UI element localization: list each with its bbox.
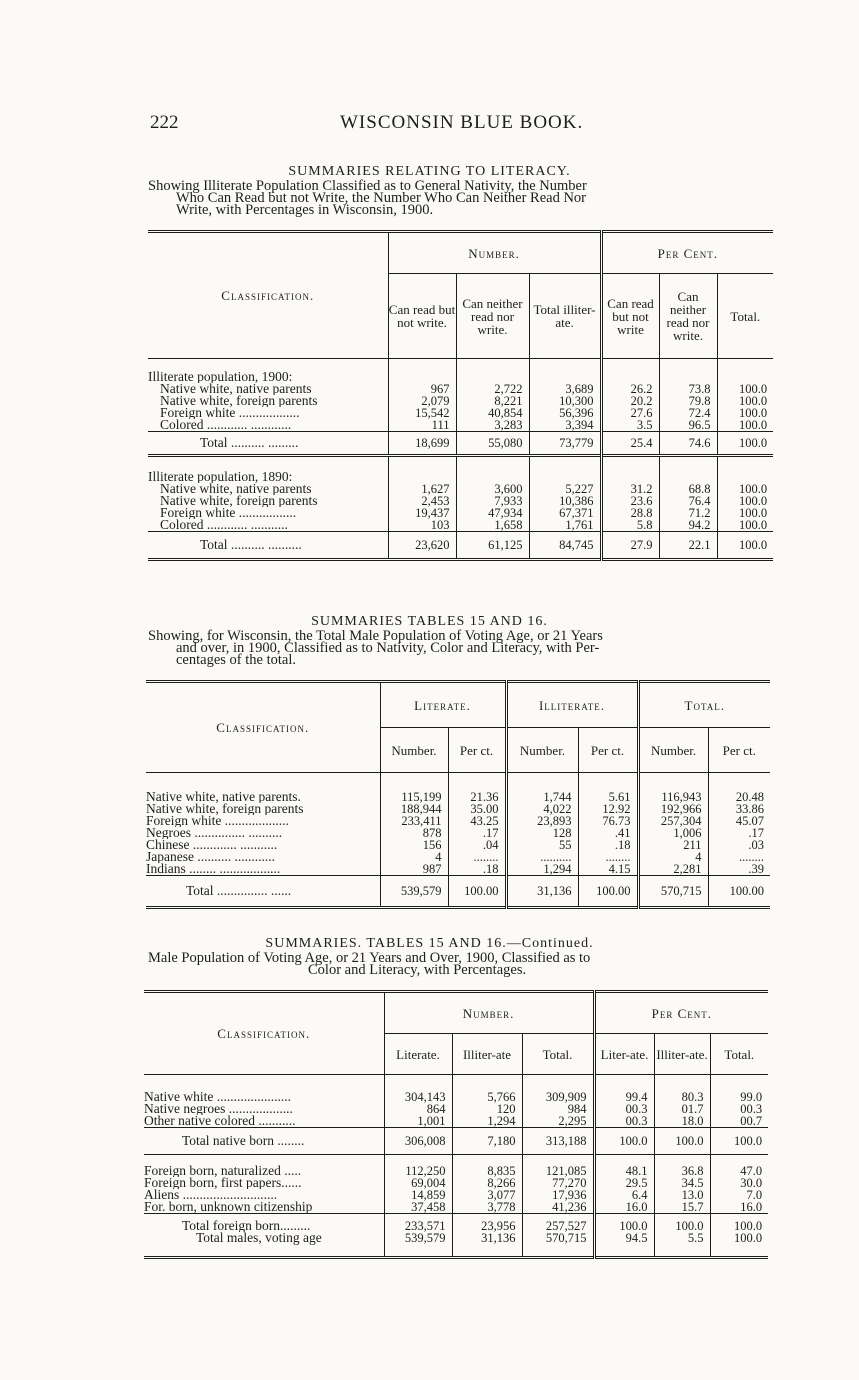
cell: 115,199 bbox=[380, 773, 448, 804]
cell: ........ bbox=[708, 851, 770, 863]
cell: ........ bbox=[448, 851, 506, 863]
cell: 47.0 bbox=[710, 1155, 768, 1178]
row-label: Total native born ........ bbox=[144, 1128, 384, 1155]
col-header: Per ct. bbox=[448, 728, 506, 773]
cell: 18.0 bbox=[654, 1115, 710, 1128]
subtitle-line: Showing, for Wisconsin, the Total Male Population of Voting Age, or 21 Years bbox=[148, 628, 603, 644]
cell: 100.00 bbox=[448, 876, 506, 908]
cell: .......... bbox=[506, 851, 578, 863]
subtitle-line: Who Can Read but not Write, the Number Who Can Neither Read Nor bbox=[176, 190, 587, 206]
cell: 3,394 bbox=[529, 419, 601, 432]
cell: 94.5 bbox=[594, 1232, 654, 1258]
cell: 12.92 bbox=[578, 803, 638, 815]
row-label: Native white, foreign parents bbox=[160, 495, 318, 507]
cell: 864 bbox=[384, 1103, 452, 1115]
group-illiterate-header: Illiterate. bbox=[506, 682, 638, 728]
cell: .03 bbox=[708, 839, 770, 851]
table2-body bbox=[146, 773, 770, 876]
cell: 304,143 bbox=[384, 1075, 452, 1104]
cell: 74.6 bbox=[659, 432, 717, 456]
cell: 112,250 bbox=[384, 1155, 452, 1178]
total-native-row bbox=[144, 1128, 768, 1155]
col-header: Illiter-ate bbox=[452, 1034, 522, 1075]
cell: 1,761 bbox=[529, 519, 601, 532]
cell: 31,136 bbox=[452, 1232, 522, 1258]
cell: 128 bbox=[506, 827, 578, 839]
classification-header: Classification. bbox=[217, 1026, 311, 1041]
group-number-header: Number. bbox=[384, 992, 594, 1034]
cell: 19,437 bbox=[388, 507, 456, 519]
col-header: Can neither read nor write. bbox=[659, 274, 717, 359]
cell: 8,221 bbox=[456, 395, 529, 407]
section-1900 bbox=[148, 359, 773, 432]
col-header: Can read but not write. bbox=[388, 274, 456, 359]
cell: 00.3 bbox=[710, 1103, 768, 1115]
cell: 2,453 bbox=[388, 495, 456, 507]
cell: 41,236 bbox=[522, 1201, 594, 1214]
col-header: Can read but not write bbox=[601, 274, 659, 359]
cell: .04 bbox=[448, 839, 506, 851]
cell: 29.5 bbox=[594, 1177, 654, 1189]
cell: 31.2 bbox=[601, 483, 659, 495]
cell: 7,933 bbox=[456, 495, 529, 507]
cell: 76.73 bbox=[578, 815, 638, 827]
cell: 21.36 bbox=[448, 773, 506, 804]
col-header: Number. bbox=[638, 728, 708, 773]
table-row bbox=[144, 1103, 768, 1115]
cell: 5.5 bbox=[654, 1232, 710, 1258]
cell: 13.0 bbox=[654, 1189, 710, 1201]
cell: 7.0 bbox=[710, 1189, 768, 1201]
cell: 100.0 bbox=[717, 395, 773, 407]
table-row bbox=[144, 1115, 768, 1128]
cell: 94.2 bbox=[659, 519, 717, 532]
row-label: Native white, foreign parents bbox=[160, 395, 318, 407]
cell: .18 bbox=[578, 839, 638, 851]
row-label: Total foreign born......... bbox=[144, 1214, 384, 1233]
subtitle-line: Color and Literacy, with Percentages. bbox=[308, 962, 527, 978]
cell: 211 bbox=[638, 839, 708, 851]
cell: 14,859 bbox=[384, 1189, 452, 1201]
table-row bbox=[148, 407, 773, 419]
cell: 1,658 bbox=[456, 519, 529, 532]
cell: 100.0 bbox=[710, 1214, 768, 1233]
cell: 309,909 bbox=[522, 1075, 594, 1104]
cell: 61,125 bbox=[456, 532, 529, 560]
cell: 5,766 bbox=[452, 1075, 522, 1104]
row-label: Native white, native parents bbox=[160, 383, 312, 395]
cell: 1,001 bbox=[384, 1115, 452, 1128]
cell: 99.4 bbox=[594, 1075, 654, 1104]
cell: 10,386 bbox=[529, 495, 601, 507]
cell: 100.0 bbox=[717, 407, 773, 419]
row-label: Chinese ............. ........... bbox=[146, 839, 278, 851]
row-label: Colored ............ ............ bbox=[160, 419, 292, 432]
cell: 8,835 bbox=[452, 1155, 522, 1178]
cell: 3.5 bbox=[601, 419, 659, 432]
cell: 188,944 bbox=[380, 803, 448, 815]
cell: 34.5 bbox=[654, 1177, 710, 1189]
cell: 18,699 bbox=[388, 432, 456, 456]
cell: 987 bbox=[380, 863, 448, 876]
cell: 878 bbox=[380, 827, 448, 839]
cell: .18 bbox=[448, 863, 506, 876]
cell: 80.3 bbox=[654, 1075, 710, 1104]
cell: 233,571 bbox=[384, 1214, 452, 1233]
section-1890 bbox=[148, 456, 773, 532]
cell: 10,300 bbox=[529, 395, 601, 407]
cell: 570,715 bbox=[638, 876, 708, 908]
cell: 76.4 bbox=[659, 495, 717, 507]
table-row bbox=[146, 773, 770, 804]
table-row bbox=[146, 863, 770, 876]
total-row bbox=[148, 532, 773, 560]
table-row bbox=[144, 1177, 768, 1189]
subtitle-line: Male Population of Voting Age, or 21 Years and Over, 1900, Classified as to bbox=[148, 950, 591, 966]
cell: 84,745 bbox=[529, 532, 601, 560]
row-label: Native white, native parents. bbox=[146, 773, 380, 804]
cell: 539,579 bbox=[384, 1232, 452, 1258]
cell: 47,934 bbox=[456, 507, 529, 519]
cell: 120 bbox=[452, 1103, 522, 1115]
section-heading: Illiterate population, 1890: bbox=[148, 469, 293, 483]
total-row bbox=[148, 432, 773, 456]
native-rows bbox=[144, 1075, 768, 1128]
cell: 4 bbox=[638, 851, 708, 863]
cell: 96.5 bbox=[659, 419, 717, 432]
col-header: Per ct. bbox=[578, 728, 638, 773]
cell: 1,627 bbox=[388, 483, 456, 495]
cell: 100.0 bbox=[717, 432, 773, 456]
row-label: Foreign white ................... bbox=[146, 815, 289, 827]
cell: 2,281 bbox=[638, 863, 708, 876]
row-label: Japanese .......... ............ bbox=[146, 851, 275, 863]
cell: 73,779 bbox=[529, 432, 601, 456]
row-label: Negroes ............... .......... bbox=[146, 827, 283, 839]
row-label: Indians ........ .................. bbox=[146, 863, 281, 876]
cell: 30.0 bbox=[710, 1177, 768, 1189]
cell: 100.0 bbox=[594, 1128, 654, 1155]
cell: 100.0 bbox=[717, 383, 773, 395]
cell: 570,715 bbox=[522, 1232, 594, 1258]
cell: 100.0 bbox=[710, 1232, 768, 1258]
cell: 100.0 bbox=[717, 519, 773, 532]
cell: 156 bbox=[380, 839, 448, 851]
col-header: Literate. bbox=[384, 1034, 452, 1075]
table-row bbox=[146, 827, 770, 839]
cell: 1,294 bbox=[452, 1115, 522, 1128]
row-label: Foreign white .................. bbox=[160, 407, 300, 419]
cell: 2,722 bbox=[456, 383, 529, 395]
cell: 20.48 bbox=[708, 773, 770, 804]
col-header: Total. bbox=[710, 1034, 768, 1075]
cell: 15,542 bbox=[388, 407, 456, 419]
cell: 55 bbox=[506, 839, 578, 851]
cell: 4.15 bbox=[578, 863, 638, 876]
cell: 69,004 bbox=[384, 1177, 452, 1189]
table-row bbox=[144, 1075, 768, 1104]
cell: 8,266 bbox=[452, 1177, 522, 1189]
cell: 48.1 bbox=[594, 1155, 654, 1178]
cell: 3,689 bbox=[529, 383, 601, 395]
table-row bbox=[148, 419, 773, 432]
cell: 01.7 bbox=[654, 1103, 710, 1115]
cell: 77,270 bbox=[522, 1177, 594, 1189]
group-literate-header: Literate. bbox=[380, 682, 506, 728]
cell: ........ bbox=[578, 851, 638, 863]
cell: 100.00 bbox=[708, 876, 770, 908]
group-number-header: Number. bbox=[388, 232, 601, 274]
total-row bbox=[144, 1232, 768, 1258]
col-header: Total. bbox=[717, 274, 773, 359]
cell: 3,778 bbox=[452, 1201, 522, 1214]
col-header: Liter-ate. bbox=[594, 1034, 654, 1075]
subtitle-line: and over, in 1900, Classified as to Nativity, Color and Literacy, with Per- bbox=[176, 640, 600, 656]
cell: 306,008 bbox=[384, 1128, 452, 1155]
group-percent-header: Per Cent. bbox=[601, 232, 773, 274]
total-row bbox=[144, 1214, 768, 1233]
cell: 23,620 bbox=[388, 532, 456, 560]
group-total-header: Total. bbox=[638, 682, 770, 728]
cell: 539,579 bbox=[380, 876, 448, 908]
cell: 23.6 bbox=[601, 495, 659, 507]
group-percent-header: Per Cent. bbox=[594, 992, 768, 1034]
cell: 33.86 bbox=[708, 803, 770, 815]
cell: 103 bbox=[388, 519, 456, 532]
table1-title: SUMMARIES RELATING TO LITERACY. bbox=[288, 164, 571, 179]
cell: 257,304 bbox=[638, 815, 708, 827]
page-number: 222 bbox=[150, 112, 179, 133]
cell: 45.07 bbox=[708, 815, 770, 827]
cell: 313,188 bbox=[522, 1128, 594, 1155]
cell: 71.2 bbox=[659, 507, 717, 519]
cell: 55,080 bbox=[456, 432, 529, 456]
cell: 4 bbox=[380, 851, 448, 863]
cell: 100.0 bbox=[717, 532, 773, 560]
cell: 28.8 bbox=[601, 507, 659, 519]
table1-subtitle bbox=[148, 180, 770, 216]
cell: 1,006 bbox=[638, 827, 708, 839]
cell: 2,079 bbox=[388, 395, 456, 407]
cell: 100.0 bbox=[654, 1128, 710, 1155]
cell: 72.4 bbox=[659, 407, 717, 419]
col-header: Illiter-ate. bbox=[654, 1034, 710, 1075]
table-row bbox=[144, 1189, 768, 1201]
grand-totals bbox=[144, 1214, 768, 1258]
col-header: Total. bbox=[522, 1034, 594, 1075]
cell: 56,396 bbox=[529, 407, 601, 419]
row-label: Aliens ............................ bbox=[144, 1189, 278, 1201]
cell: 00.7 bbox=[710, 1115, 768, 1128]
cell: 23,956 bbox=[452, 1214, 522, 1233]
col-header: Number. bbox=[380, 728, 448, 773]
col-header: Total illiter-ate. bbox=[529, 274, 601, 359]
table1 bbox=[148, 230, 773, 561]
cell: 20.2 bbox=[601, 395, 659, 407]
cell: 17,936 bbox=[522, 1189, 594, 1201]
subtitle-line: centages of the total. bbox=[176, 652, 296, 668]
table2-subtitle bbox=[148, 630, 770, 666]
cell: 100.00 bbox=[578, 876, 638, 908]
col-header: Number. bbox=[506, 728, 578, 773]
col-header: Per ct. bbox=[708, 728, 770, 773]
table-row bbox=[144, 1155, 768, 1178]
cell: 4,022 bbox=[506, 803, 578, 815]
cell: 100.0 bbox=[594, 1214, 654, 1233]
cell: 100.0 bbox=[717, 495, 773, 507]
table-row bbox=[148, 483, 773, 495]
cell: 16.0 bbox=[594, 1201, 654, 1214]
table-row bbox=[144, 1201, 768, 1214]
cell: 40,854 bbox=[456, 407, 529, 419]
table2-title: SUMMARIES TABLES 15 AND 16. bbox=[311, 614, 548, 629]
row-label: Other native colored ........... bbox=[144, 1115, 296, 1128]
cell: 100.0 bbox=[654, 1214, 710, 1233]
cell: 116,943 bbox=[638, 773, 708, 804]
cell: 100.0 bbox=[717, 483, 773, 495]
classification-header: Classification. bbox=[216, 720, 310, 735]
cell: 26.2 bbox=[601, 383, 659, 395]
page-header bbox=[150, 112, 770, 136]
row-label: Native white, native parents bbox=[160, 483, 312, 495]
cell: 00.3 bbox=[594, 1103, 654, 1115]
cell: 27.6 bbox=[601, 407, 659, 419]
cell: 35.00 bbox=[448, 803, 506, 815]
cell: 100.0 bbox=[717, 507, 773, 519]
cell: 967 bbox=[388, 383, 456, 395]
subtitle-line: Showing Illiterate Population Classified as to General Nativity, the Number bbox=[148, 178, 587, 194]
cell: 3,077 bbox=[452, 1189, 522, 1201]
cell: 7,180 bbox=[452, 1128, 522, 1155]
section-heading: Illiterate population, 1900: bbox=[148, 359, 388, 384]
row-label: Total males, voting age bbox=[196, 1232, 322, 1245]
row-label: Native white, foreign parents bbox=[146, 803, 304, 815]
cell: 100.0 bbox=[717, 419, 773, 432]
cell: 67,371 bbox=[529, 507, 601, 519]
table-row bbox=[146, 839, 770, 851]
cell: 5.8 bbox=[601, 519, 659, 532]
cell: .39 bbox=[708, 863, 770, 876]
cell: 15.7 bbox=[654, 1201, 710, 1214]
cell: 73.8 bbox=[659, 383, 717, 395]
subtitle-line: Write, with Percentages in Wisconsin, 1900. bbox=[176, 202, 434, 218]
cell: .17 bbox=[708, 827, 770, 839]
total-row bbox=[146, 876, 770, 908]
table-row bbox=[148, 507, 773, 519]
cell: 2,295 bbox=[522, 1115, 594, 1128]
cell: 100.0 bbox=[710, 1128, 768, 1155]
cell: 984 bbox=[522, 1103, 594, 1115]
cell: 3,283 bbox=[456, 419, 529, 432]
cell: 36.8 bbox=[654, 1155, 710, 1178]
cell: 31,136 bbox=[506, 876, 578, 908]
row-label: Colored ............ ........... bbox=[160, 519, 288, 532]
row-label: Foreign born, first papers...... bbox=[144, 1177, 302, 1189]
table2 bbox=[146, 680, 770, 909]
cell: 1,744 bbox=[506, 773, 578, 804]
table3 bbox=[144, 990, 768, 1259]
row-label: Total ............... ...... bbox=[146, 876, 380, 908]
cell: 192,966 bbox=[638, 803, 708, 815]
table3-subtitle bbox=[148, 952, 770, 976]
row-label: Total .......... .......... bbox=[148, 532, 388, 560]
table3-title: SUMMARIES. TABLES 15 AND 16.—Continued. bbox=[265, 936, 594, 951]
cell: 22.1 bbox=[659, 532, 717, 560]
cell: 43.25 bbox=[448, 815, 506, 827]
cell: 6.4 bbox=[594, 1189, 654, 1201]
table-row bbox=[148, 519, 773, 532]
cell: 37,458 bbox=[384, 1201, 452, 1214]
running-head: WISCONSIN BLUE BOOK. bbox=[340, 112, 584, 133]
cell: .41 bbox=[578, 827, 638, 839]
cell: 1,294 bbox=[506, 863, 578, 876]
row-label: Foreign white ................. bbox=[160, 507, 297, 519]
cell: 99.0 bbox=[710, 1075, 768, 1104]
cell: 79.8 bbox=[659, 395, 717, 407]
table-row bbox=[148, 383, 773, 395]
cell: 5.61 bbox=[578, 773, 638, 804]
row-label: Native negroes ................... bbox=[144, 1103, 293, 1115]
cell: 25.4 bbox=[601, 432, 659, 456]
col-header: Can neither read nor write. bbox=[456, 274, 529, 359]
cell: 68.8 bbox=[659, 483, 717, 495]
row-label: Total .......... ......... bbox=[148, 432, 388, 456]
table-row bbox=[148, 395, 773, 407]
cell: 27.9 bbox=[601, 532, 659, 560]
cell: 3,600 bbox=[456, 483, 529, 495]
classification-header: Classification. bbox=[221, 288, 315, 303]
cell: 257,527 bbox=[522, 1214, 594, 1233]
table-row bbox=[148, 495, 773, 507]
foreign-rows bbox=[144, 1155, 768, 1214]
cell: 5,227 bbox=[529, 483, 601, 495]
cell: .17 bbox=[448, 827, 506, 839]
cell: 121,085 bbox=[522, 1155, 594, 1178]
row-label: Foreign born, naturalized ..... bbox=[144, 1155, 384, 1178]
cell: 23,893 bbox=[506, 815, 578, 827]
cell: 111 bbox=[388, 419, 456, 432]
row-label: For. born, unknown citizenship bbox=[144, 1201, 313, 1214]
cell: 00.3 bbox=[594, 1115, 654, 1128]
cell: 16.0 bbox=[710, 1201, 768, 1214]
row-label: Native white ...................... bbox=[144, 1075, 384, 1104]
cell: 233,411 bbox=[380, 815, 448, 827]
